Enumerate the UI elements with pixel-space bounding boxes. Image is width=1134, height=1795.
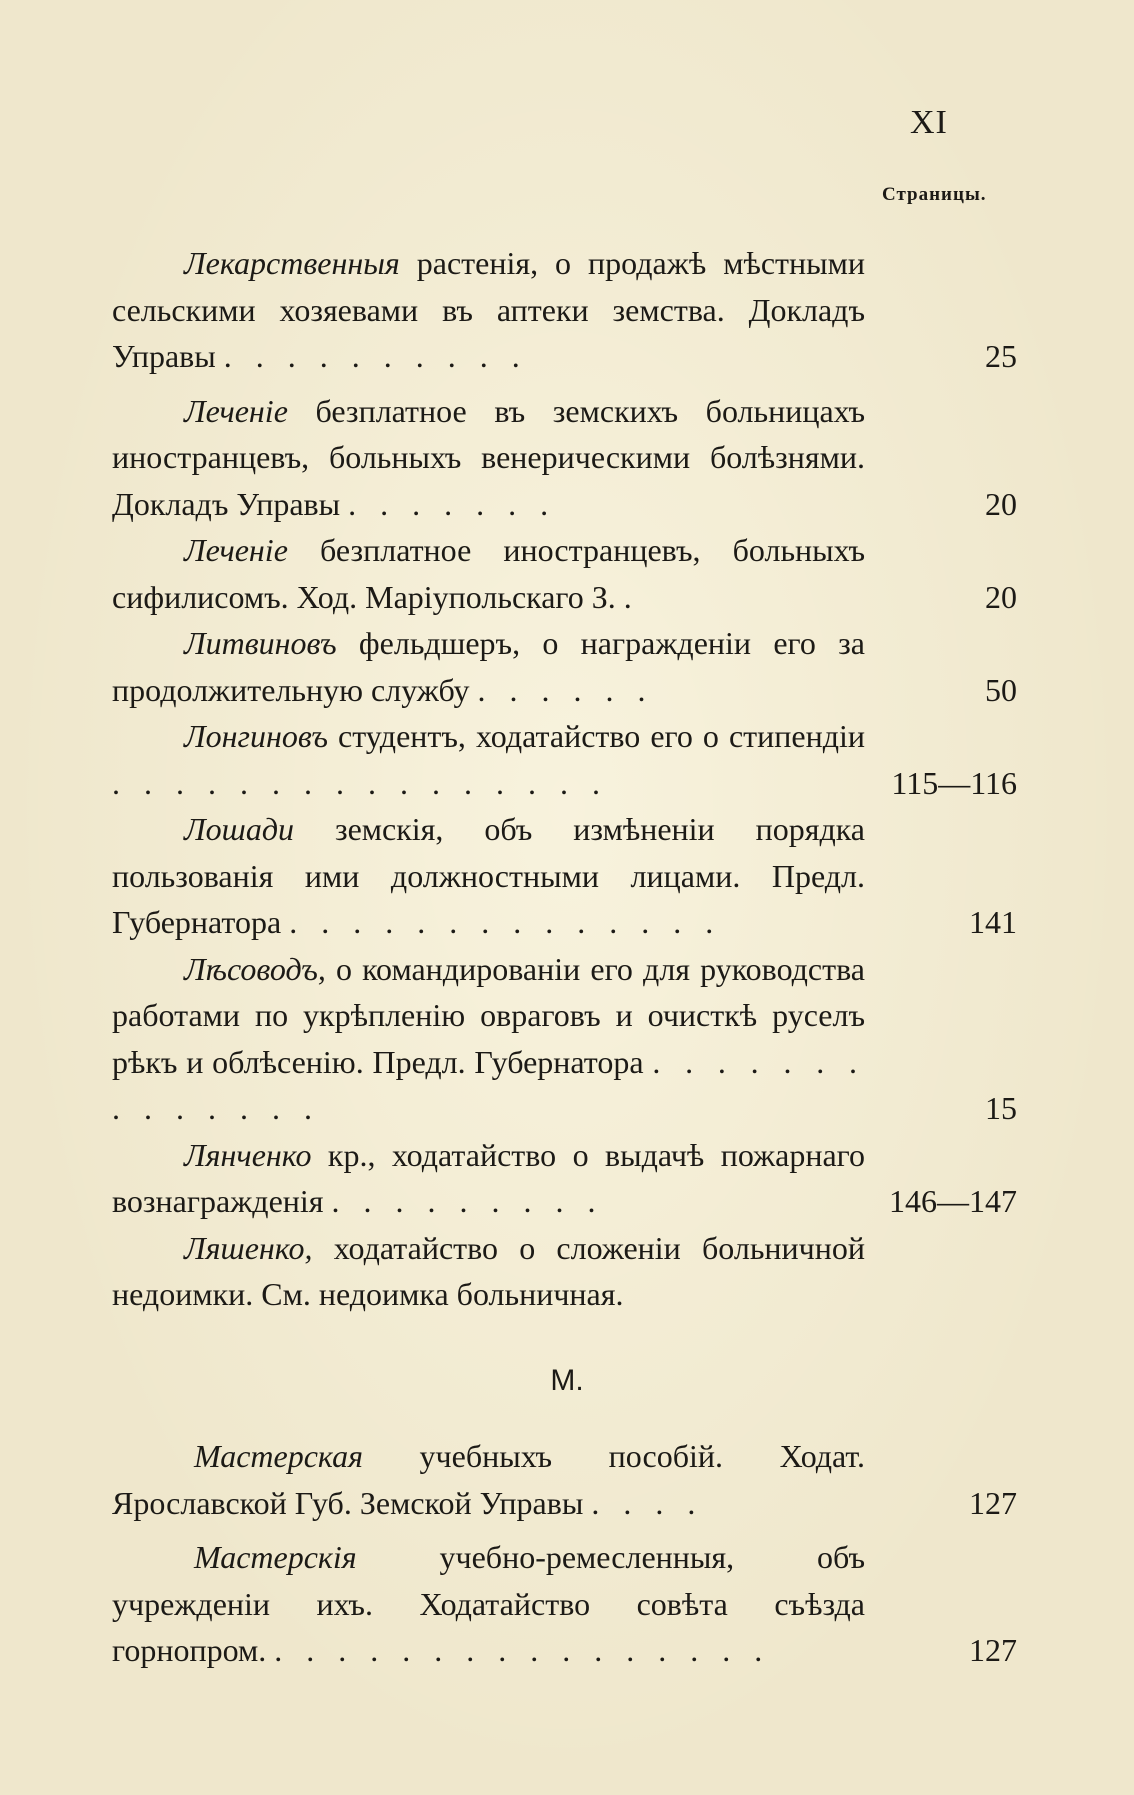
index-entry: [112, 240, 1017, 380]
dot-leaders: . . . . . . . . . . . . . .: [112, 1043, 866, 1126]
entry-text: безплатное въ земскихъ больницахъ иностранцевъ, больныхъ венерическими болѣзнями. Докладъ Управы: [112, 392, 865, 522]
entry-page-ref: 141: [969, 904, 1017, 940]
dot-leaders: . . . . . . . . . . . . . . . .: [112, 764, 608, 801]
entry-page-ref: 115—116: [891, 764, 1017, 801]
entry-page-ref: 146—147: [889, 1183, 1017, 1219]
entry-text: ходатайство о сложеніи больничной недоимки. См. недоимка больничная.: [112, 1229, 865, 1312]
entry-headword: Ляшенко,: [184, 1229, 313, 1266]
entry-headword: Лѣсоводъ,: [184, 950, 326, 987]
entry-text: студентъ, ходатайство его о стипендіи: [327, 718, 865, 754]
dot-leaders: .: [623, 578, 640, 615]
page-number: XI: [910, 104, 948, 141]
dot-leaders: . . . . . .: [477, 671, 654, 708]
entry-text: безплатное иностранцевъ, больныхъ сифилисомъ. Ход. Маріупольскаго З.: [112, 532, 865, 615]
index-entries-l: [112, 240, 1017, 1318]
entry-headword: Лянченко: [184, 1136, 312, 1173]
entry-headword: Лошади: [184, 811, 295, 847]
index-entry: [112, 1433, 1017, 1526]
entry-page-ref: 50: [985, 671, 1017, 708]
entry-headword: Лекарственныя: [184, 245, 400, 281]
entry-headword: Лонгиновъ: [184, 718, 328, 754]
index-entry: [112, 620, 1017, 713]
entry-page-ref: 127: [969, 1632, 1017, 1668]
entry-page-ref: 20: [985, 578, 1017, 615]
entry-page-ref: 15: [985, 1090, 1017, 1126]
entry-page-ref: 25: [985, 338, 1017, 374]
index-entries-m: [112, 1433, 1017, 1674]
dot-leaders: . . . . . . . . . . . . . .: [289, 904, 722, 940]
entry-text: о командированіи его для руководства работами по укрѣпленію овраговъ и очисткѣ руселъ рѣкъ и облѣсенію. Предл. Губернатора: [112, 950, 865, 1080]
entry-headword: Литвиновъ: [184, 625, 337, 661]
entry-text: кр., ходатайство о выдачѣ пожарнаго вознагражденія: [112, 1136, 865, 1219]
index-entry: [112, 806, 1017, 946]
entry-headword: Леченіе: [184, 532, 288, 568]
section-letter-heading: М.: [550, 1364, 584, 1397]
entry-page-ref: 20: [985, 485, 1017, 522]
dot-leaders: . . . . . . . . . .: [223, 338, 528, 374]
entry-text: учебныхъ пособій. Ходат. Ярославской Губ. Земской Управы: [112, 1438, 865, 1521]
entry-page-ref: 127: [969, 1484, 1017, 1521]
dot-leaders: . . . . . . .: [348, 485, 557, 522]
index-entry: [112, 1132, 1017, 1225]
entry-text: земскія, объ измѣненіи порядка пользованія ими должностными лицами. Предл. Губернатора: [112, 811, 865, 940]
dot-leaders: . . . . . . . . .: [331, 1183, 604, 1219]
pages-column-label: Страницы.: [882, 184, 987, 205]
entry-text: растенія, о продажѣ мѣстными сельскими хозяевами въ аптеки земства. Докладъ Управы: [112, 245, 865, 374]
index-entry: [112, 713, 1017, 806]
index-entry: [112, 1534, 1017, 1674]
dot-leaders: . . . . . . . . . . . . . . . .: [274, 1632, 771, 1668]
entry-headword: Мастерскія: [194, 1539, 357, 1575]
entry-text: фельдшеръ, о награжденіи его за продолжительную службу: [112, 625, 865, 708]
index-entry: [112, 388, 1017, 528]
dot-leaders: . . . .: [591, 1484, 704, 1521]
entry-text: учебно-ремесленныя, объ учрежденіи ихъ. Ходатайство совѣта съѣзда горнопром.: [112, 1539, 865, 1668]
index-entry: [112, 1225, 1017, 1318]
index-entry: [112, 946, 1017, 1132]
index-entry: [112, 527, 1017, 620]
entry-headword: Леченіе: [184, 392, 288, 429]
entry-headword: Мастерская: [194, 1438, 363, 1474]
